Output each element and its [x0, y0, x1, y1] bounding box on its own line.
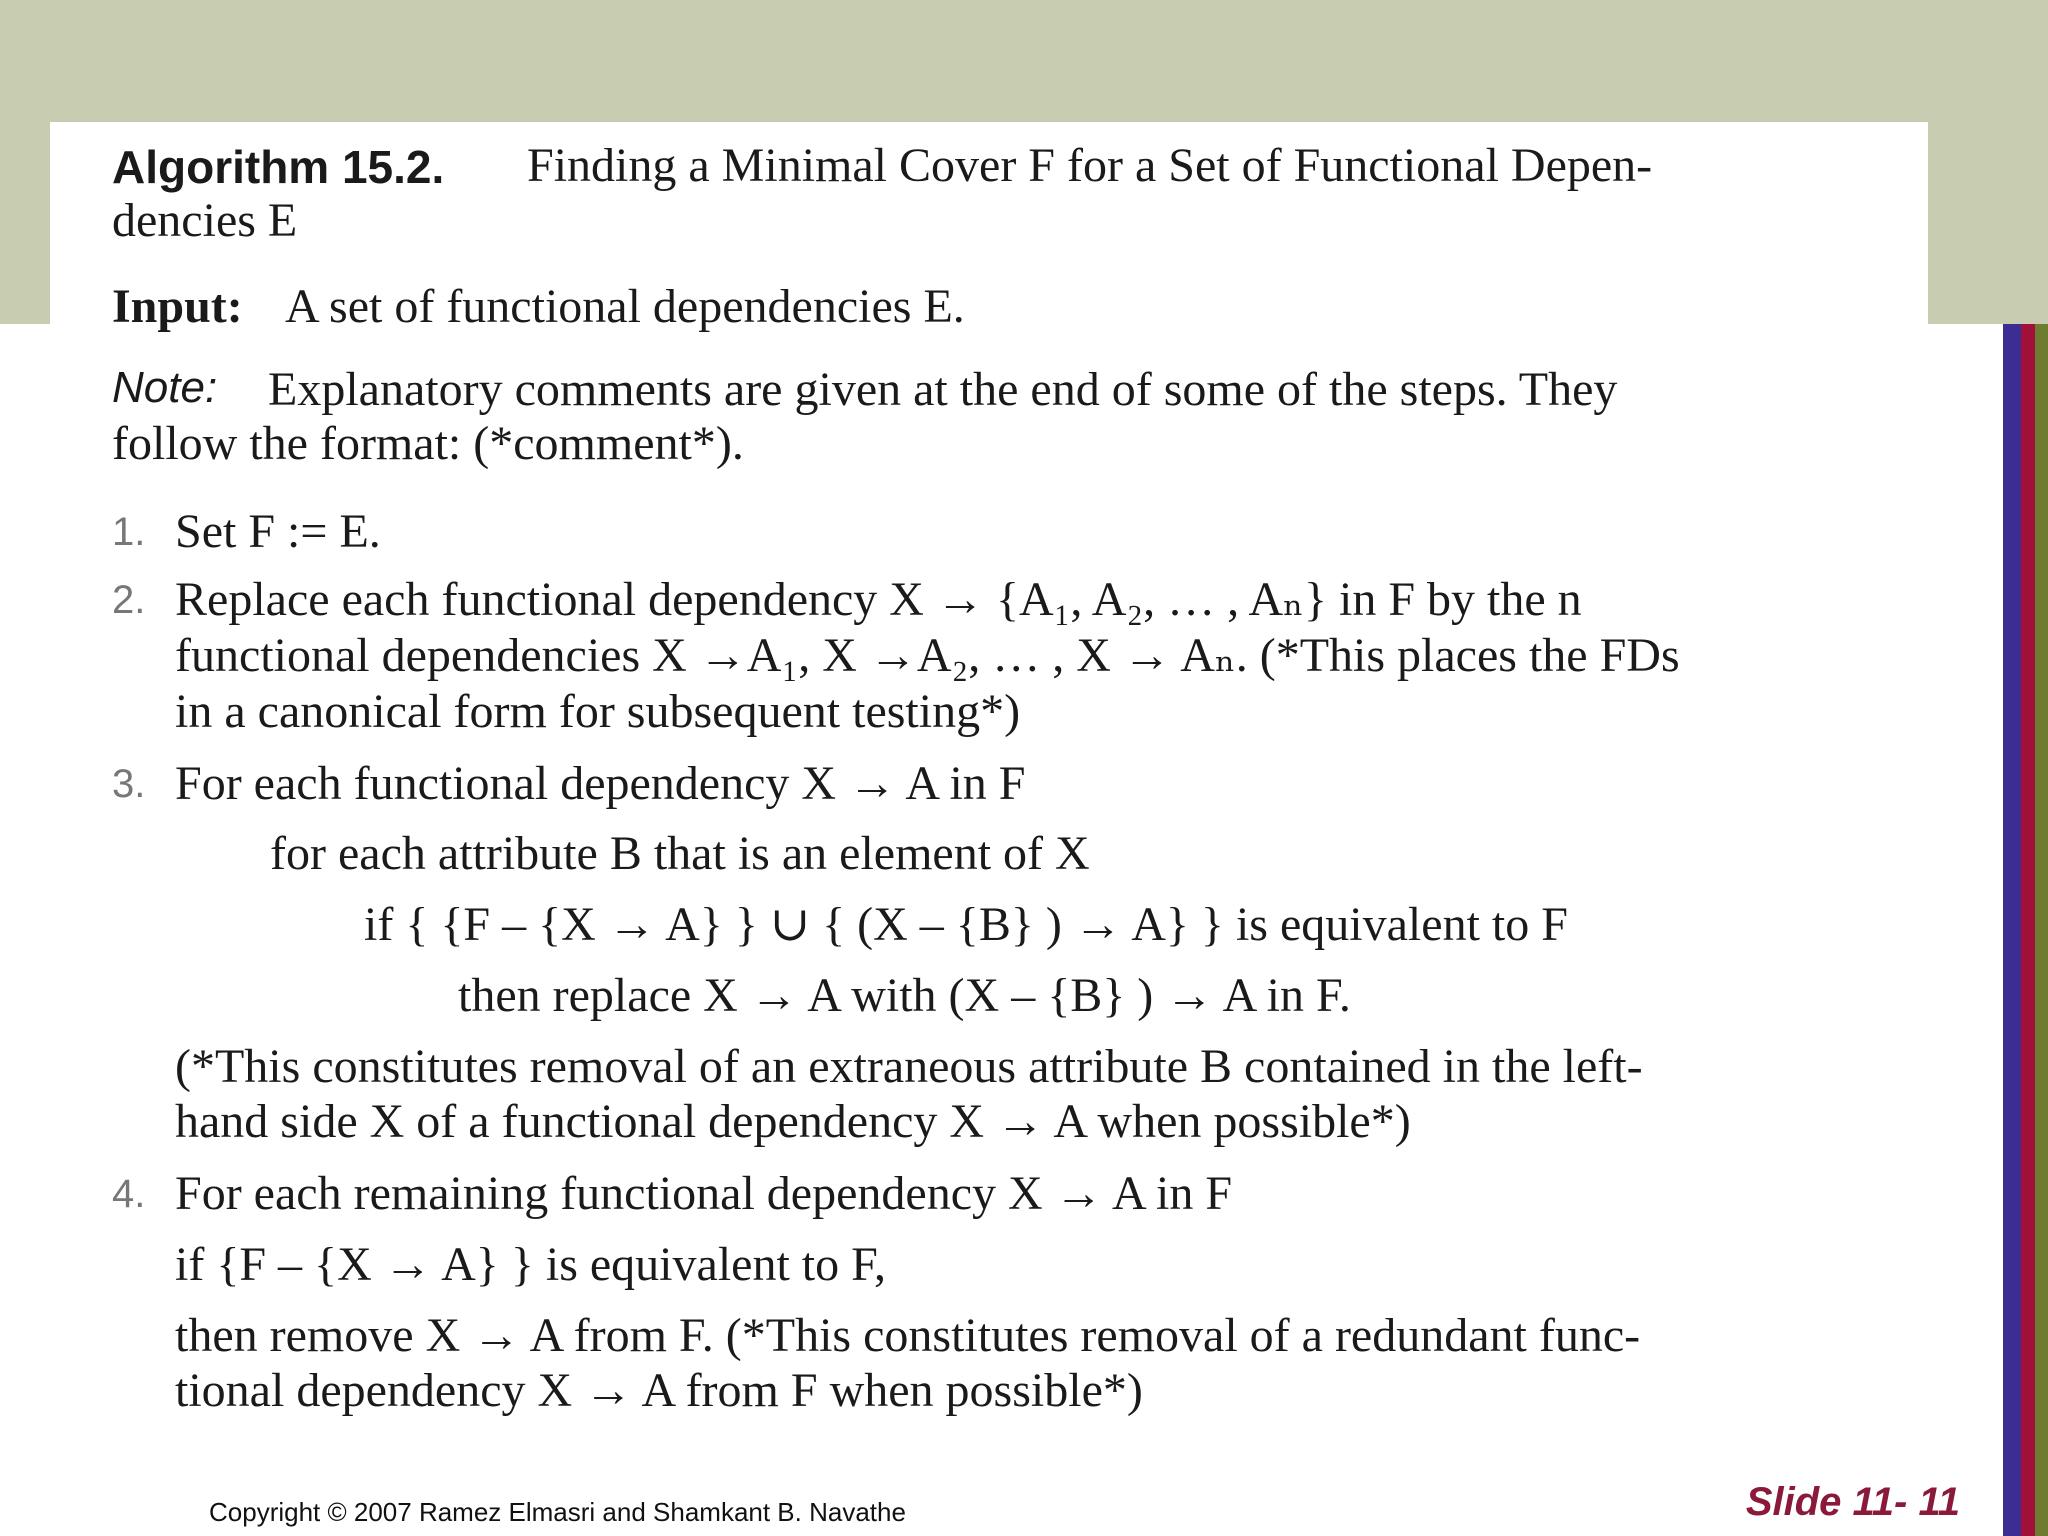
step-line: Replace each functional dependency X → {A₁, A₂, … , Aₙ} in F by the n — [175, 573, 1582, 626]
step-line: then remove X → A from F. (*This constitutes removal of a redundant func- — [175, 1309, 1641, 1362]
step-line: Set F := E. — [175, 505, 381, 558]
step-number: 2. — [112, 578, 146, 622]
step-number: 4. — [112, 1172, 146, 1216]
step-number: 1. — [112, 510, 146, 554]
step-line: functional dependencies X →A₁, X →A₂, … , X → Aₙ. (*This places the FDs — [175, 629, 1680, 682]
step-line: if { {F – {X → A} } ∪ { (X – {B} ) → A} } is equivalent to F — [364, 898, 1568, 951]
side-stripe-green — [2035, 324, 2048, 1536]
note-line2: follow the format: (*comment*). — [112, 417, 744, 470]
algorithm-label: Algorithm 15.2. — [112, 141, 445, 193]
step-line: For each remaining functional dependency X → A in F — [175, 1167, 1233, 1220]
step-line: for each attribute B that is an element of X — [270, 827, 1090, 880]
step-line: if {F – {X → A} } is equivalent to F, — [175, 1238, 886, 1291]
algorithm-title-line1: Finding a Minimal Cover F for a Set of Functional Depen- — [527, 139, 1653, 192]
step-line: For each functional dependency X → A in F — [175, 757, 1026, 810]
step-line: hand side X of a functional dependency X → A when possible*) — [175, 1095, 1411, 1148]
slide-number: Slide 11- 11 — [1745, 1480, 1960, 1524]
algorithm-title-line2: dencies E — [112, 194, 298, 247]
copyright-text: Copyright © 2007 Ramez Elmasri and Shamkant B. Navathe — [209, 1497, 906, 1527]
note-label: Note: — [112, 363, 218, 412]
input-text: A set of functional dependencies E. — [285, 280, 965, 333]
input-label: Input: — [112, 280, 243, 333]
step-line: then replace X → A with (X – {B} ) → A in F. — [458, 969, 1351, 1022]
step-line: tional dependency X → A from F when possible*) — [175, 1364, 1143, 1417]
note-line1: Explanatory comments are given at the end of some of the steps. They — [268, 363, 1618, 416]
step-line: in a canonical form for subsequent testing*) — [175, 685, 1021, 738]
side-stripe-blue — [2003, 324, 2021, 1536]
step-number: 3. — [112, 762, 146, 806]
step-line: (*This constitutes removal of an extraneous attribute B contained in the left- — [175, 1040, 1643, 1093]
side-stripe-red — [2021, 324, 2035, 1536]
